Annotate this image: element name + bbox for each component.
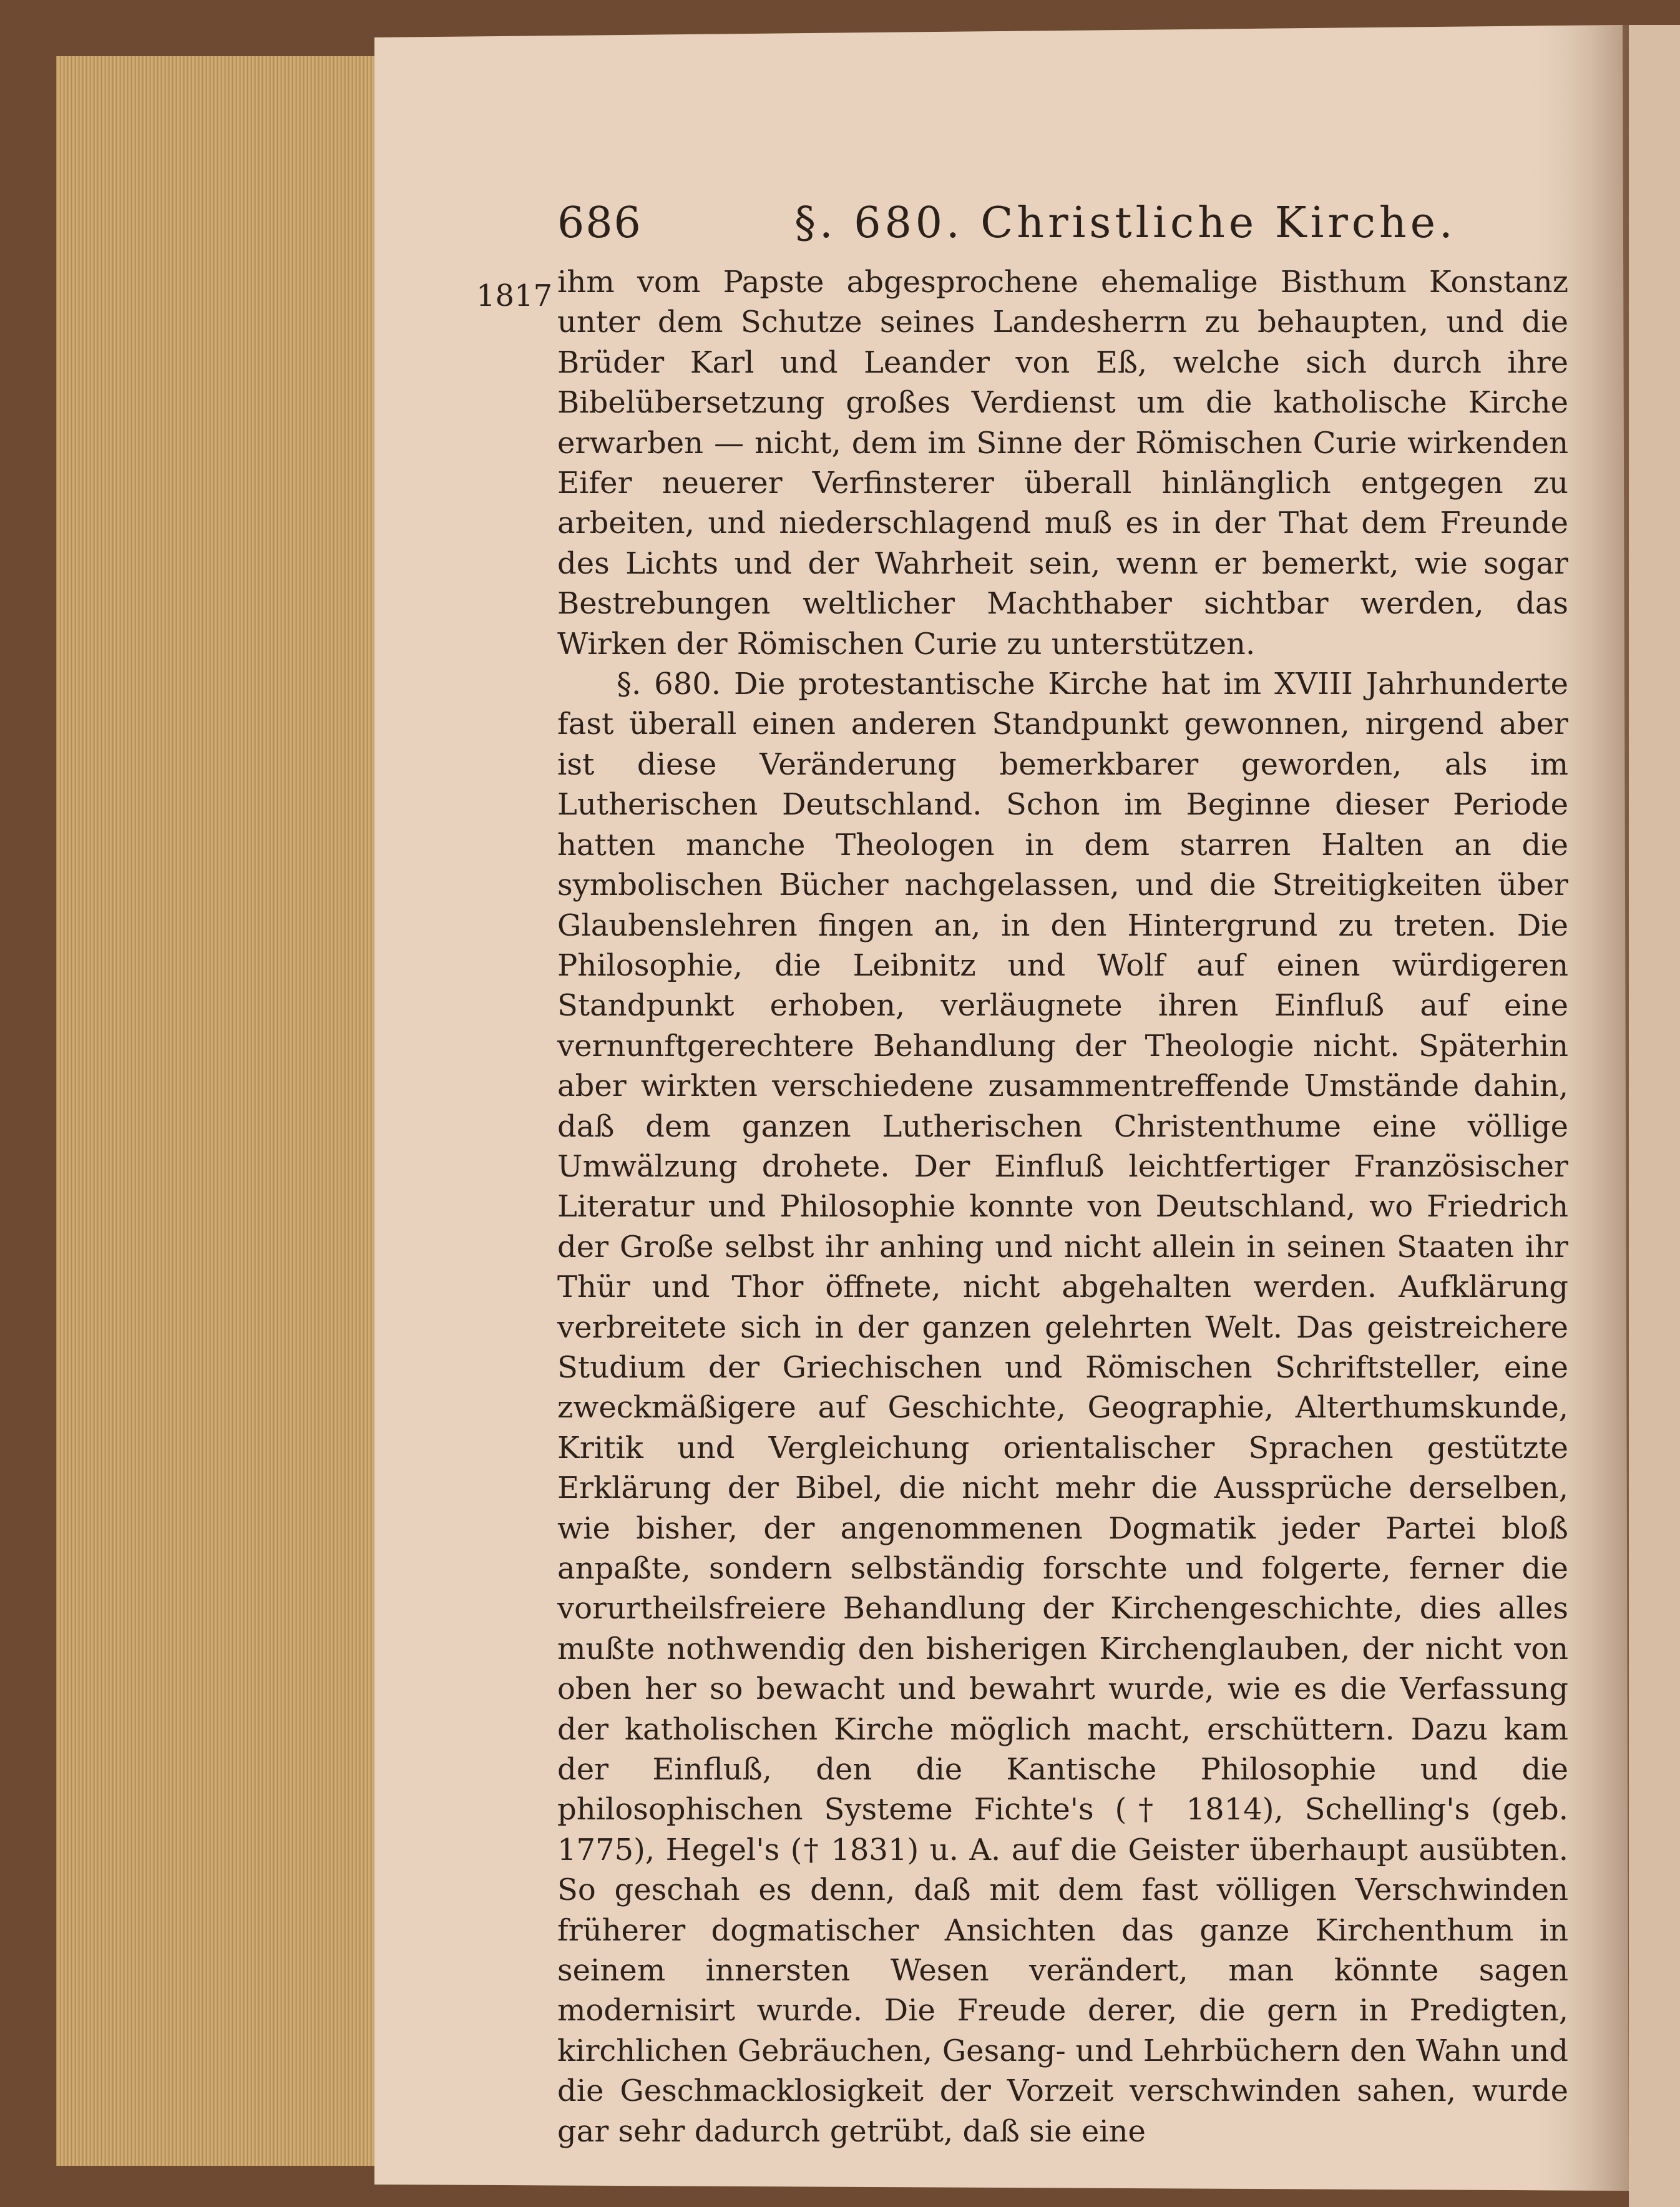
next-page-sliver (1629, 25, 1680, 2207)
page-number: 686 (557, 198, 642, 248)
running-head (557, 187, 1581, 256)
page-edges (56, 56, 381, 2166)
paragraph-section-680: §. 680. Die protestantische Kirche hat im XVIII Jahrhunderte fast überall einen anderen Standpunkt gewonnen, nirgend aber ist diese Veränderung bemerkbarer geworden, als im Lutherischen Deutschland. Schon im Beginne dieser Periode hatten manche Theologen in dem starren Halten an die symbolischen Bücher nachgelassen, und die Streitigkeiten über Glaubenslehren fingen an, in den Hintergrund zu treten. Die Philosophie, die Leibnitz und Wolf auf einen würdigeren Standpunkt erhoben, verläugnete ihren Einfluß auf eine vernunftgerechtere Behandlung der Theologie nicht. Späterhin aber wirkten verschiedene zusammentreffende Umstände dahin, daß dem ganzen Lutherischen Christenthume eine völlige Umwälzung drohete. Der Einfluß leichtfertiger Französischer Literatur und Philosophie konnte von Deutschland, wo Friedrich der Große selbst ihr anhing und nicht allein in seinen Staaten ihr Thür und Thor öffnete, nicht abgehalten werden. Aufklärung verbreitete sich in der ganzen gelehrten Welt. Das geistreichere Studium der Griechischen und Römischen Schriftsteller, eine zweckmäßigere auf Geschichte, Geographie, Alterthumskunde, Kritik und Vergleichung orientalischer Sprachen gestützte Erklärung der Bibel, die nicht mehr die Aussprüche derselben, wie bisher, der angenommenen Dogmatik jeder Partei bloß anpaßte, sondern selbständig forschte und folgerte, ferner die vorurtheilsfreiere Behandlung der Kirchengeschichte, dies alles mußte nothwendig den bisherigen Kirchenglauben, der nicht von oben her so bewacht und bewahrt wurde, wie es die Verfassung der katholischen Kirche möglich macht, erschüttern. Dazu kam der Einfluß, den die Kantische Philosophie und die philosophischen Systeme Fichte's († 1814), Schelling's (geb. 1775), Hegel's († 1831) u. A. auf die Geister überhaupt ausübten. So geschah es denn, daß mit dem fast völligen Verschwinden früherer dogmatischer Ansichten das ganze Kirchenthum in seinem innersten Wesen verändert, man könnte sagen modernisirt wurde. Die Freude derer, die gern in Predigten, kirchlichen Gebräuchen, Gesang- und Lehrbüchern den Wahn und die Geschmacklosigkeit der Vorzeit verschwinden sahen, wurde gar sehr dadurch getrübt, daß sie eine (557, 667, 1568, 2149)
margin-year: 1817 (476, 278, 553, 313)
paragraph-continuation: ihm vom Papste abgesprochene ehemalige Bisthum Konstanz unter dem Schutze seines Landesherrn zu behaupten, und die Brüder Karl und Leander von Eß, welche sich durch ihre Bibelübersetzung großes Verdienst um die katholische Kirche erwarben — nicht, dem im Sinne der Römischen Curie wirkenden Eifer neuerer Verfinsterer überall hinlänglich entgegen zu arbeiten, und niederschlagend muß es in der That dem Freunde des Lichts und der Wahrheit sein, wenn er bemerkt, wie sogar Bestrebungen weltlicher Machthaber sichtbar werden, das Wirken der Römischen Curie zu unterstützen. (557, 265, 1568, 662)
body-text (557, 262, 1568, 2151)
section-title: §. 680. Christliche Kirche. (794, 198, 1457, 248)
